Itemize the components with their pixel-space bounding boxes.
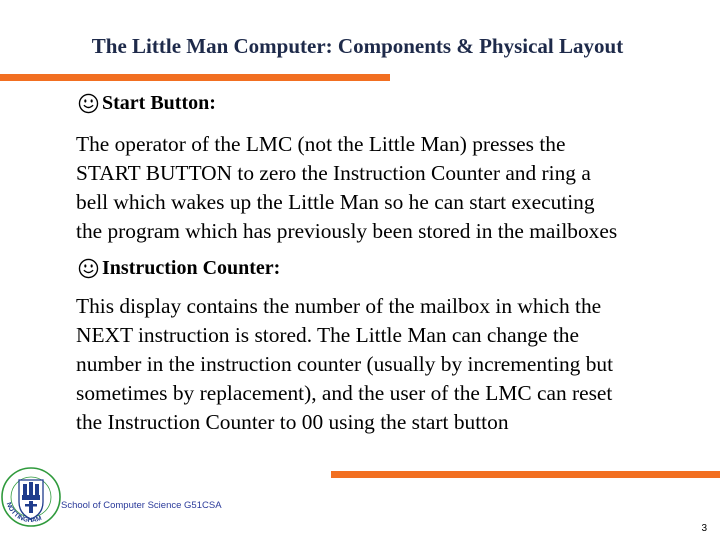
instruction-counter-heading [78,257,280,280]
heading-label: Instruction Counter: [102,257,281,279]
paragraph-line: The operator of the LMC (not the Little Man) presses the [76,132,566,156]
paragraph-line: bell which wakes up the Little Man so he can start executing [76,190,595,214]
svg-text:NOTTINGHAM: NOTTINGHAM [4,501,43,525]
paragraph-line: sometimes by replacement), and the user of the LMC can reset [76,381,613,405]
paragraph-line: the program which has previously been stored in the mailboxes [76,219,618,243]
university-logo [0,462,62,532]
paragraph-line: NEXT instruction is stored. The Little Man can change the [76,323,579,347]
slide-title: The Little Man Computer: Components & Physical Layout [91,34,624,58]
footer-course-label: School of Computer Science G51CSA [61,500,222,511]
paragraph-line: number in the instruction counter (usually by incrementing but [76,352,614,376]
instruction-counter-paragraph [76,292,716,437]
heading-label: Start Button: [102,92,216,114]
paragraph-line: START BUTTON to zero the Instruction Counter and ring a [76,161,591,185]
page-number: 3 [701,523,707,534]
paragraph-line: This display contains the number of the mailbox in which the [76,294,602,318]
bottom-accent-bar [331,471,720,478]
start-button-heading [78,92,216,115]
smiley-icon [78,258,99,279]
top-accent-bar [0,74,390,81]
smiley-icon [78,93,99,114]
paragraph-line: the Instruction Counter to 00 using the start button [76,410,509,434]
start-button-paragraph [76,130,716,246]
